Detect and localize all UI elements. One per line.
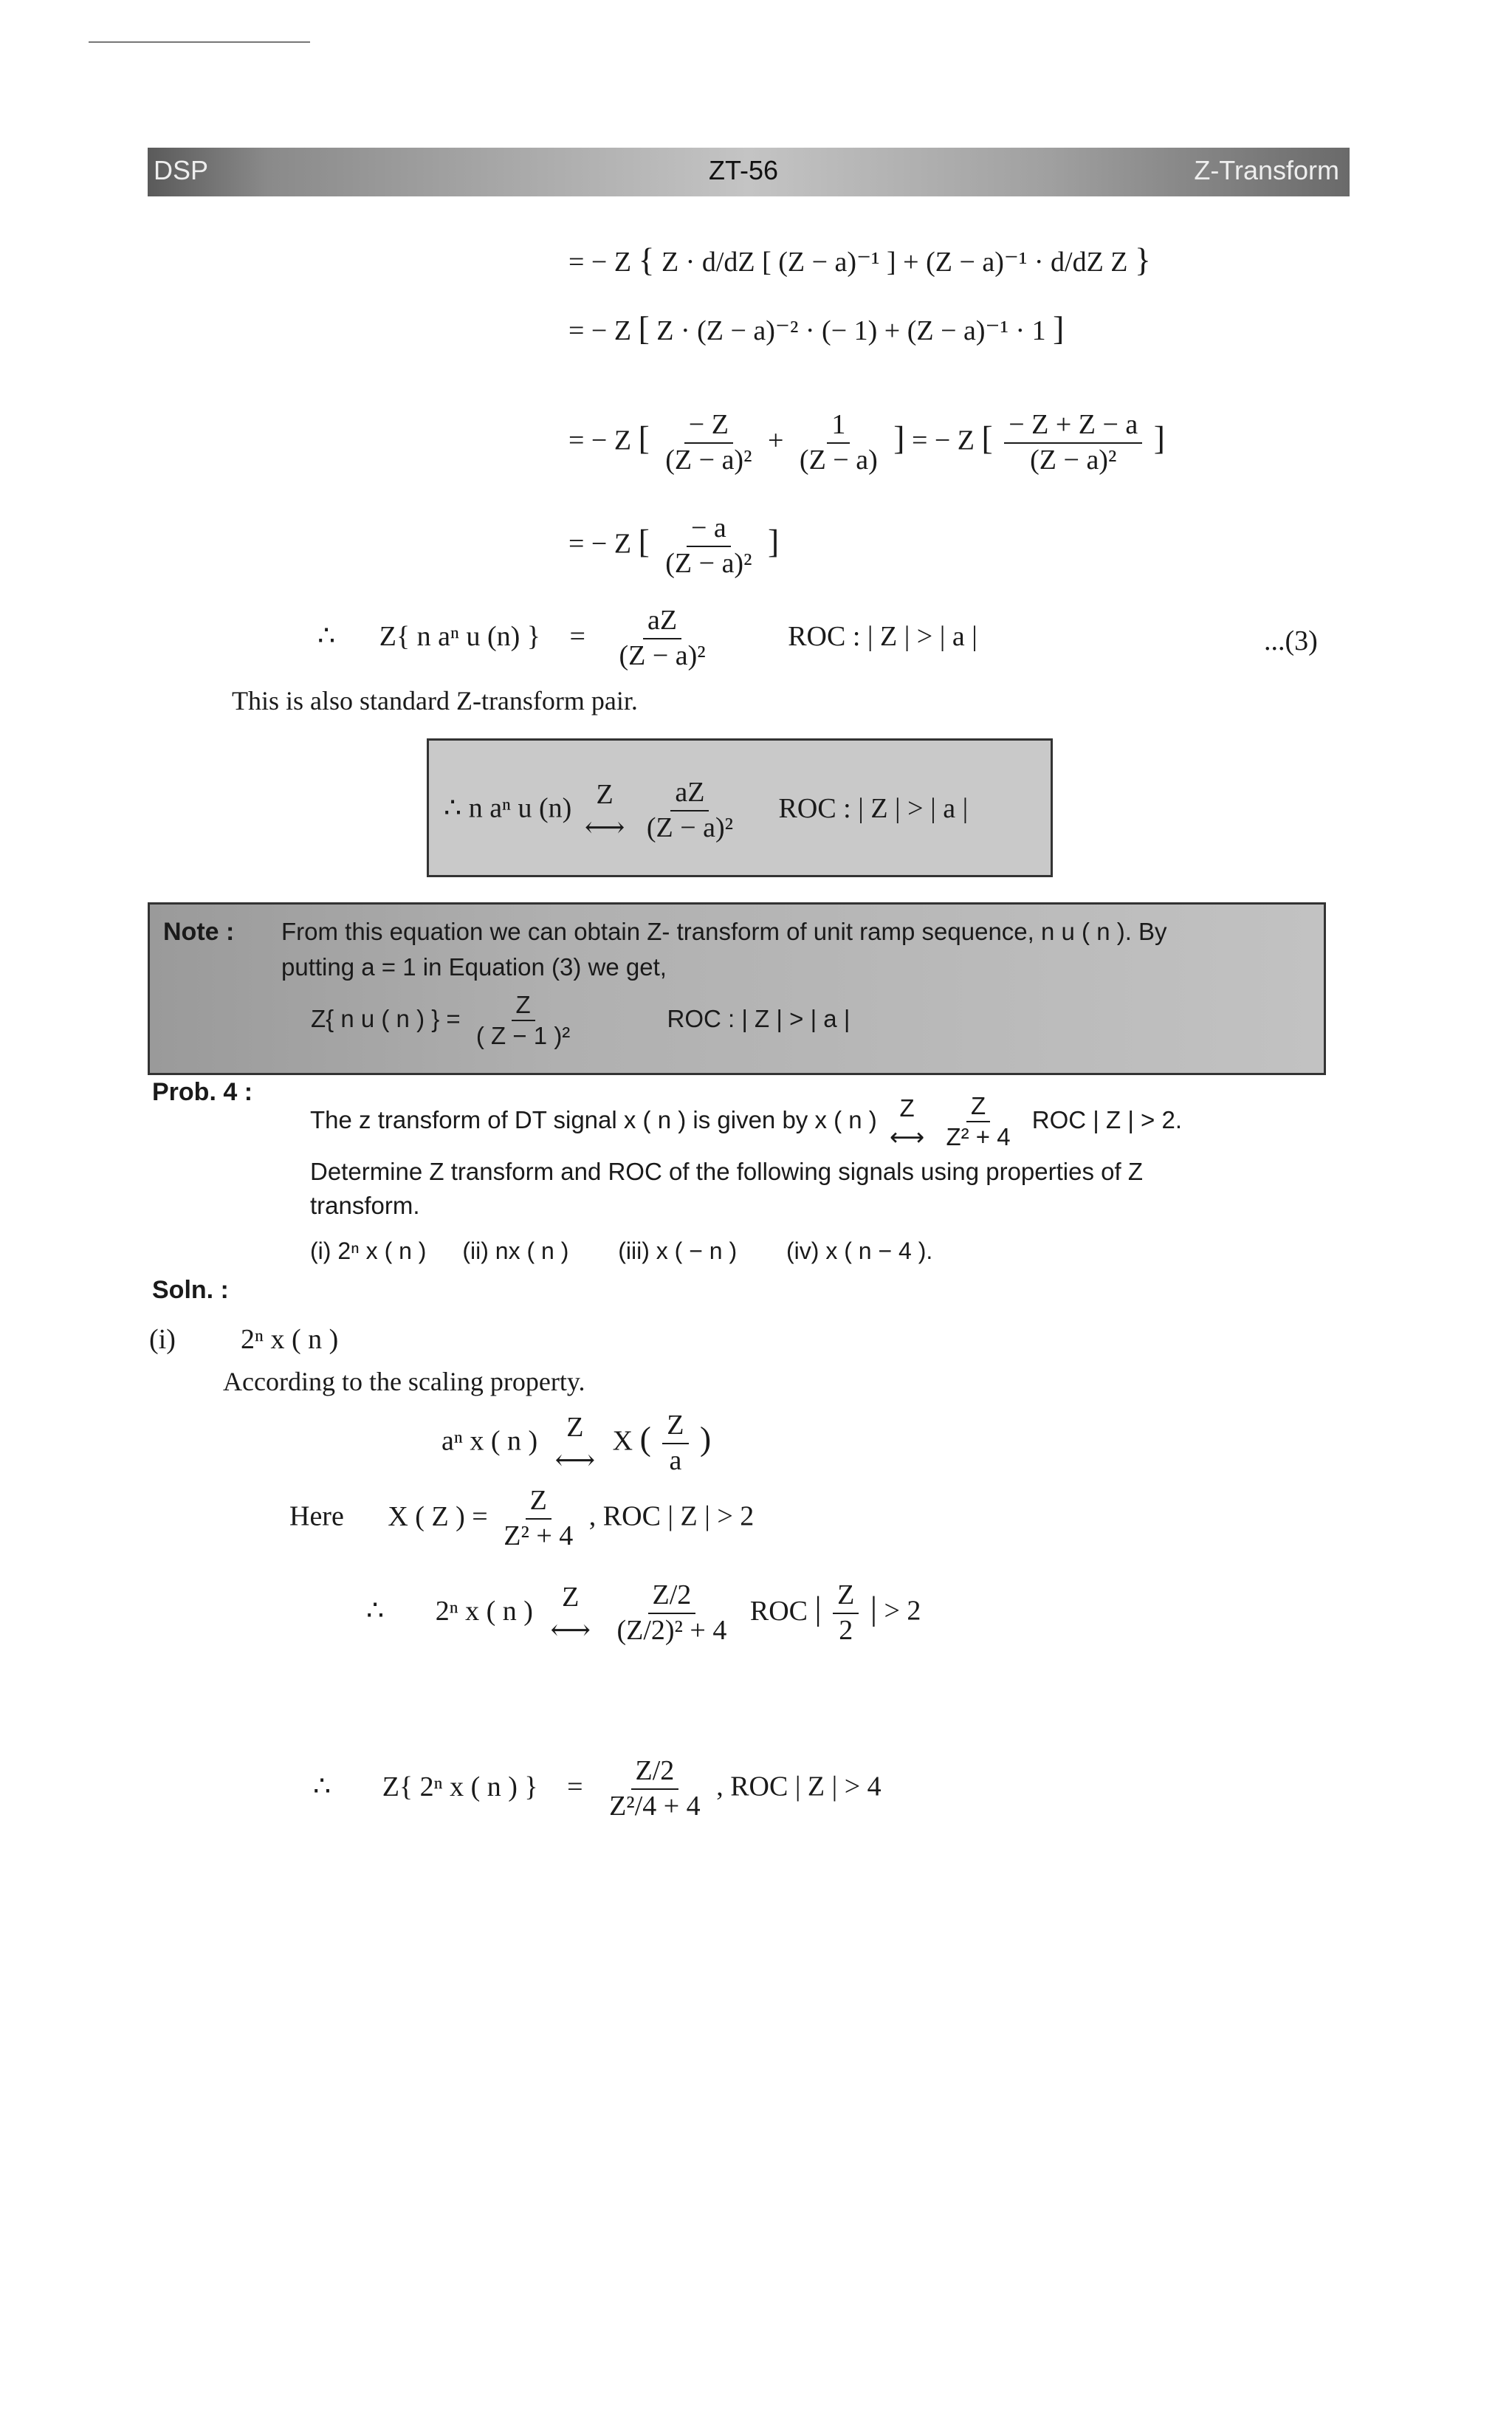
scaling-argument: $\frac{Z}{a}$ [662, 1410, 688, 1477]
derivation-line-4-lead: = − Z [568, 528, 632, 560]
step-fraction: $\frac{Z/2}{\text{(Z/2)² + 4}}$ [616, 1579, 727, 1646]
problem-label: Prob. 4 : [152, 1078, 253, 1106]
problem-roc: ROC | Z | > 2. [1031, 1106, 1183, 1134]
note-line-2: putting a = 1 in Equation (3) we get, [281, 953, 667, 981]
derivation-line-3-frac-2: $\frac{1}{(Z - a)}$ [799, 409, 878, 476]
page-header [148, 148, 1350, 196]
here-fraction: $\frac{Z}{\text{Z² + 4}}$ [504, 1485, 574, 1551]
z-arrow: Z ⟷ [889, 1094, 925, 1150]
scan-artifact-line [89, 41, 310, 43]
derivation-line-3-frac-1: $\frac{- Z}{\text{(Z − a)²}}$ [665, 409, 752, 476]
problem-line-3: transform. [310, 1192, 420, 1219]
derivation-line-2: = − Z [ Z · (Z − a)⁻² · (− 1) + (Z − a)⁻¹ · 1 ] [568, 309, 1065, 347]
property-text: According to the scaling property. [223, 1367, 585, 1396]
here-equation: Here X ( Z ) = $\frac{Z}{\text{Z² + 4}}$ , ROC | Z | > 2 [289, 1485, 755, 1551]
therefore-symbol: ∴ [317, 620, 336, 652]
note-fraction: $\frac{Z}{\text{( Z − 1 )²}}$ [475, 991, 571, 1050]
solution-part-label: (i) [149, 1324, 176, 1355]
problem-line-2: Determine Z transform and ROC of the following signals using properties of Z [310, 1158, 1143, 1185]
result-lhs: Z{ n aⁿ u (n) } [379, 620, 541, 652]
plus-sign: + [767, 425, 784, 456]
derivation-line-2-lead: = − Z [568, 315, 632, 346]
final-fraction: $\frac{Z/2}{\text{Z²/4 + 4}}$ [609, 1755, 701, 1822]
equation-number: ...(3) [1264, 625, 1318, 656]
z-arrow: Z ⟷ [554, 1411, 596, 1476]
note-box [148, 902, 1326, 1075]
derivation-line-3-frac-3: $\frac{- Z + Z - a}{\text{(Z − a)²}}$ [1004, 410, 1142, 476]
derivation-line-4: = − Z [ $\frac{- a}{\text{(Z − a)²}}$ ] [568, 512, 780, 579]
step-roc-argument: $\frac{Z}{2}$ [833, 1580, 859, 1647]
derivation-line-4-frac: $\frac{- a}{\text{(Z − a)²}}$ [665, 512, 752, 579]
problem-part: (iv) x ( n − 4 ). [786, 1238, 933, 1264]
scaling-step: ∴ 2ⁿ x ( n ) Z ⟷ $\frac{Z/2}{\text{(Z/2)² + 4}}$ ROC | $\frac{Z}{2}$ | > 2 [366, 1579, 921, 1646]
problem-part: (i) 2ⁿ x ( n ) [310, 1238, 427, 1264]
problem-part: (ii) nx ( n ) [462, 1238, 569, 1264]
problem-parts [310, 1238, 932, 1265]
boxed-fraction: $\frac{aZ}{\text{(Z − a)²}}$ [646, 777, 734, 843]
result-roc: ROC : | Z | > | a | [788, 620, 977, 652]
note-label: Note : [163, 918, 235, 946]
final-result: ∴ Z{ 2ⁿ x ( n ) } = $\frac{Z/2}{\text{Z²/4 + 4}}$ , ROC | Z | > 4 [313, 1755, 882, 1822]
note-roc: ROC : | Z | > | a | [667, 1005, 850, 1033]
solution-label: Soln. : [152, 1276, 229, 1304]
note-line-1: From this equation we can obtain Z- transform of unit ramp sequence, n u ( n ). By [281, 918, 1167, 945]
page-number: ZT-56 [709, 155, 779, 185]
problem-fraction: $\frac{Z}{\text{Z² + 4}}$ [946, 1092, 1011, 1151]
derivation-line-2-body: Z · (Z − a)⁻² · (− 1) + (Z − a)⁻¹ · 1 [656, 315, 1046, 346]
result-equation: ∴ Z{ n aⁿ u (n) } = $\frac{aZ}{\text{(Z − a)²}}$ ROC : | Z | > | a | [317, 605, 977, 671]
derivation-line-1: = − Z { Z · d/dZ [ (Z − a)⁻¹ ] + (Z − a)⁻¹ · d/dZ Z } [568, 241, 1151, 278]
therefore-symbol: ∴ [313, 1771, 331, 1802]
result-fraction: $\frac{aZ}{\text{(Z − a)²}}$ [619, 605, 706, 671]
boxed-transform-pair [427, 738, 1053, 877]
derivation-line-1-lead: = − Z [568, 247, 632, 278]
problem-part: (iii) x ( − n ) [618, 1238, 738, 1264]
header-left-label: DSP [154, 155, 209, 185]
therefore-symbol: ∴ [444, 792, 462, 824]
scaling-property: aⁿ x ( n ) Z ⟷ X ( $\frac{Z}{a}$ ) [441, 1410, 712, 1476]
derivation-line-3-mid: = − Z [911, 425, 975, 456]
header-right-label: Z-Transform [1194, 155, 1339, 185]
boxed-roc: ROC : | Z | > | a | [778, 792, 969, 824]
derivation-line-3-lead: = − Z [568, 425, 632, 456]
derivation-line-3: = − Z [ $\frac{- Z}{\text{(Z − a)²}}$ + $\frac{1}{(Z - a)}$ ] = − Z [ $\frac{- Z + Z - a}{\text{(Z − a)²}}$ ] [568, 409, 1165, 476]
solution-part-expr: 2ⁿ x ( n ) [241, 1324, 339, 1355]
problem-statement: The z transform of DT signal x ( n ) is given by x ( n ) Z ⟷ $\frac{Z}{\text{Z² + 4}}$ ROC | Z | > 2. [310, 1092, 1183, 1151]
standard-pair-text: This is also standard Z-transform pair. [232, 686, 638, 716]
boxed-lhs: n aⁿ u (n) [468, 792, 572, 824]
z-arrow: Z ⟷ [550, 1581, 591, 1646]
z-arrow: Z ⟷ [584, 778, 625, 843]
note-formula: Z{ n u ( n ) } = $\frac{Z}{\text{( Z − 1 )²}}$ ROC : | Z | > | a | [311, 991, 850, 1050]
therefore-symbol: ∴ [366, 1595, 385, 1627]
derivation-line-1-body: Z · d/dZ [ (Z − a)⁻¹ ] + (Z − a)⁻¹ · d/dZ Z [661, 247, 1128, 278]
